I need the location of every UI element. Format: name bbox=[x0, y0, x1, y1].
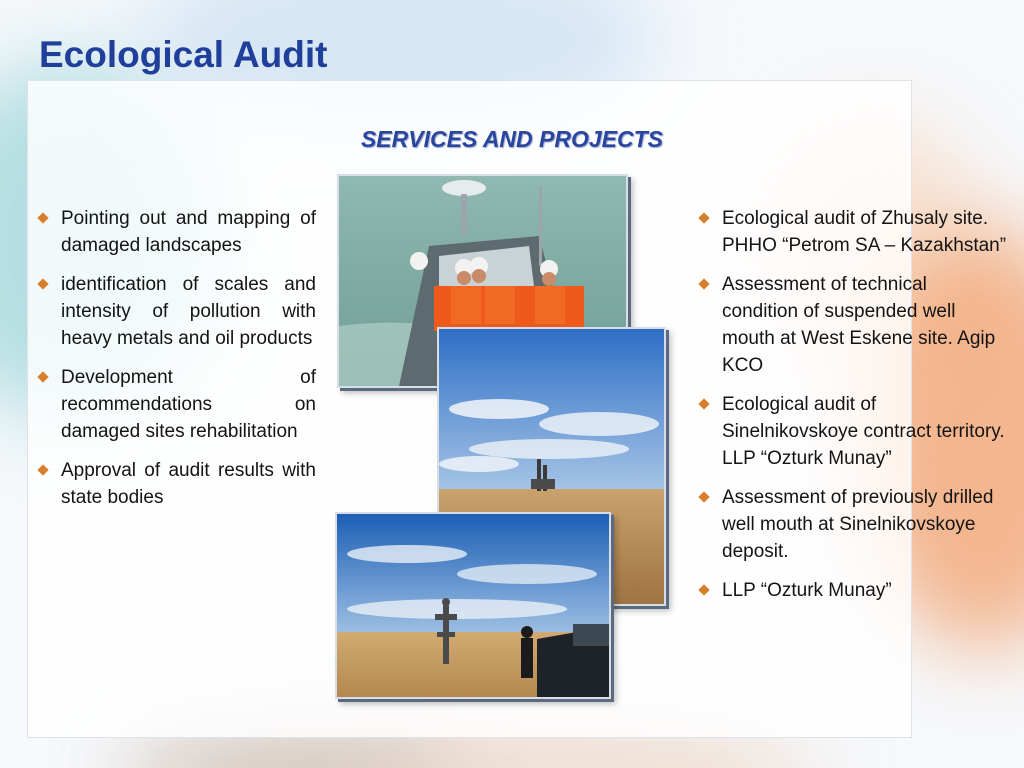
list-item bbox=[698, 577, 1008, 604]
list-item bbox=[698, 391, 1008, 472]
list-item bbox=[698, 205, 1008, 259]
list-item bbox=[37, 364, 316, 445]
list-item bbox=[698, 271, 1008, 379]
list-item-text: Development of recommendations on damaged sites rehabilitation bbox=[61, 367, 316, 442]
section-subtitle: SERVICES AND PROJECTS bbox=[360, 126, 664, 152]
list-item-text: Pointing out and mapping of damaged landscapes bbox=[61, 208, 316, 256]
projects-list bbox=[698, 205, 1008, 616]
diamond-bullet-icon bbox=[37, 371, 48, 382]
list-item-text: Ecological audit of Sinelnikovskoye contract territory. LLP “Ozturk Munay” bbox=[722, 394, 1005, 469]
list-item bbox=[37, 205, 316, 259]
diamond-bullet-icon bbox=[698, 491, 709, 502]
diamond-bullet-icon bbox=[698, 398, 709, 409]
diamond-bullet-icon bbox=[37, 464, 48, 475]
list-item bbox=[698, 484, 1008, 565]
diamond-bullet-icon bbox=[698, 212, 709, 223]
diamond-bullet-icon bbox=[698, 278, 709, 289]
list-item-text: LLP “Ozturk Munay” bbox=[722, 580, 892, 601]
diamond-bullet-icon bbox=[37, 278, 48, 289]
list-item-text: identification of scales and intensity of pollution with heavy metals and oil products bbox=[61, 274, 316, 349]
diamond-bullet-icon bbox=[37, 212, 48, 223]
list-item bbox=[37, 271, 316, 352]
list-item-text: Assessment of technical condition of suspended well mouth at West Eskene site. Agip KCO bbox=[722, 274, 996, 376]
diamond-bullet-icon bbox=[698, 584, 709, 595]
list-item-text: Approval of audit results with state bodies bbox=[61, 460, 316, 508]
list-item bbox=[37, 457, 316, 511]
page-title: Ecological Audit bbox=[39, 34, 328, 75]
list-item-text: Ecological audit of Zhusaly site. PHHO “Petrom SA – Kazakhstan” bbox=[722, 208, 1007, 256]
wellhead-site-photo bbox=[335, 512, 611, 699]
list-item-text: Assessment of previously drilled well mouth at Sinelnikovskoye deposit. bbox=[722, 487, 994, 562]
services-list bbox=[37, 205, 316, 523]
